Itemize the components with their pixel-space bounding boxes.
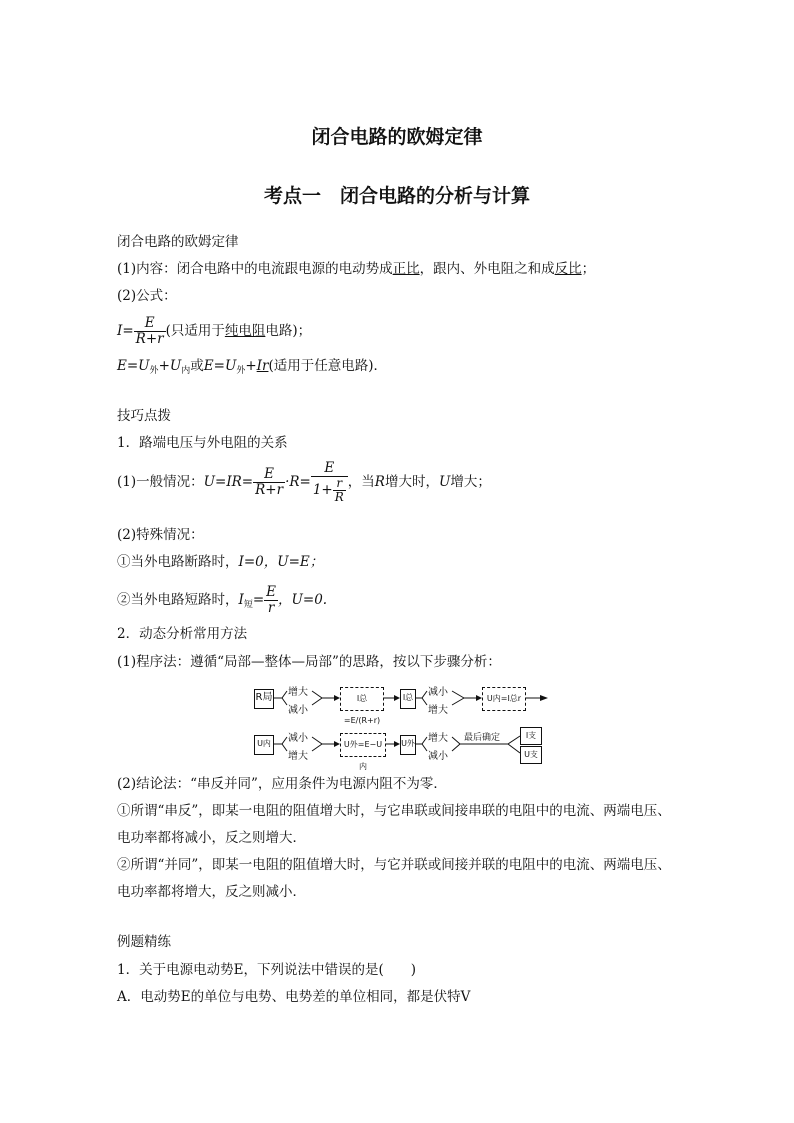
tip-1-short-circuit: ②当外电路短路时，$I_短=$ $\frac{E}{r}$ ，U=0. [117, 584, 328, 616]
flow-label-final: 最后确定 [464, 733, 501, 743]
flow-box-u-branch: U支 [520, 746, 542, 764]
flow-label-increase: 增大 [288, 687, 308, 698]
flow-label-decrease-3: 减小 [288, 733, 308, 744]
tip-2-series-line-2: 电功率都将减小，反之则增大． [117, 830, 306, 846]
law-content: (1)内容：闭合电路中的电流跟电源的电动势成正比，跟内、外电阻之和成反比； [117, 261, 596, 277]
flow-box-r-local: R局 [254, 689, 274, 709]
flow-label-decrease-4: 减小 [428, 751, 448, 762]
flow-box-u-inner-formula: U内=I总r [482, 687, 526, 711]
page-title: 闭合电路的欧姆定律 [311, 126, 483, 148]
flow-label-increase-3: 增大 [288, 751, 308, 762]
flow-box-i-branch: I支 [520, 727, 542, 745]
flow-label-increase-4: 增大 [428, 733, 448, 744]
tip-2-procedure: (1)程序法：遵循“局部—整体—局部”的思路，按以下步骤分析： [117, 654, 501, 670]
flow-box-u-outer: U外 [400, 735, 416, 755]
flow-box-i-total: I总 [400, 689, 416, 709]
tip-2-conclusion: (2)结论法：“串反并同”，应用条件为电源内阻不为零． [117, 776, 447, 792]
tip-1-title: 1．路端电压与外电阻的关系 [117, 435, 288, 451]
examples-heading: 例题精练 [117, 934, 171, 950]
question-1: 1．关于电源电动势E，下列说法中错误的是( ) [117, 962, 416, 978]
flow-box-u-inner: U内 [254, 735, 274, 755]
tips-heading: 技巧点拨 [117, 408, 171, 424]
tip-1-special: (2)特殊情况： [117, 527, 204, 543]
formula-2: $E=U_外+U_内$或$E=U_外+Ir$(适用于任意电路)． [117, 358, 387, 376]
flowchart [252, 683, 552, 771]
law-heading: 闭合电路的欧姆定律 [117, 234, 239, 250]
formula-1: I= $\frac{E}{R+r}$ (只适用于纯电阻电路)； [117, 315, 312, 347]
flow-label-decrease: 减小 [288, 705, 308, 716]
tip-2-parallel-line-2: 电功率都将增大，反之则减小． [117, 884, 306, 900]
tip-2-title: 2．动态分析常用方法 [117, 626, 248, 642]
flow-label-decrease-2: 减小 [428, 687, 448, 698]
question-1-option-a: A．电动势E的单位与电势、电势差的单位相同，都是伏特V [117, 989, 471, 1005]
section-title: 考点一 闭合电路的分析与计算 [263, 185, 530, 207]
flow-box-u-outer-formula: U外=E−U内 [340, 733, 386, 757]
tip-2-parallel-line-1: ②所谓“并同”，即某一电阻的阻值增大时，与它并联或间接并联的电阻中的电流、两端电压、 [117, 857, 671, 873]
flow-box-i-total-formula: I总=E/(R+r) [340, 687, 384, 711]
tip-1-open-circuit: ①当外电路断路时，I=0，U=E； [117, 554, 324, 570]
tip-1-general: (1)一般情况：U=IR= $\frac{E}{R+r}$ ·R= E 1+ $\frac{r}{R}$ ，当R增大时，U增大； [117, 460, 491, 504]
flow-label-increase-2: 增大 [428, 705, 448, 716]
formula-label: (2)公式： [117, 288, 177, 304]
tip-2-series-line-1: ①所谓“串反”，即某一电阻的阻值增大时，与它串联或间接串联的电阻中的电流、两端电压、 [117, 803, 671, 819]
